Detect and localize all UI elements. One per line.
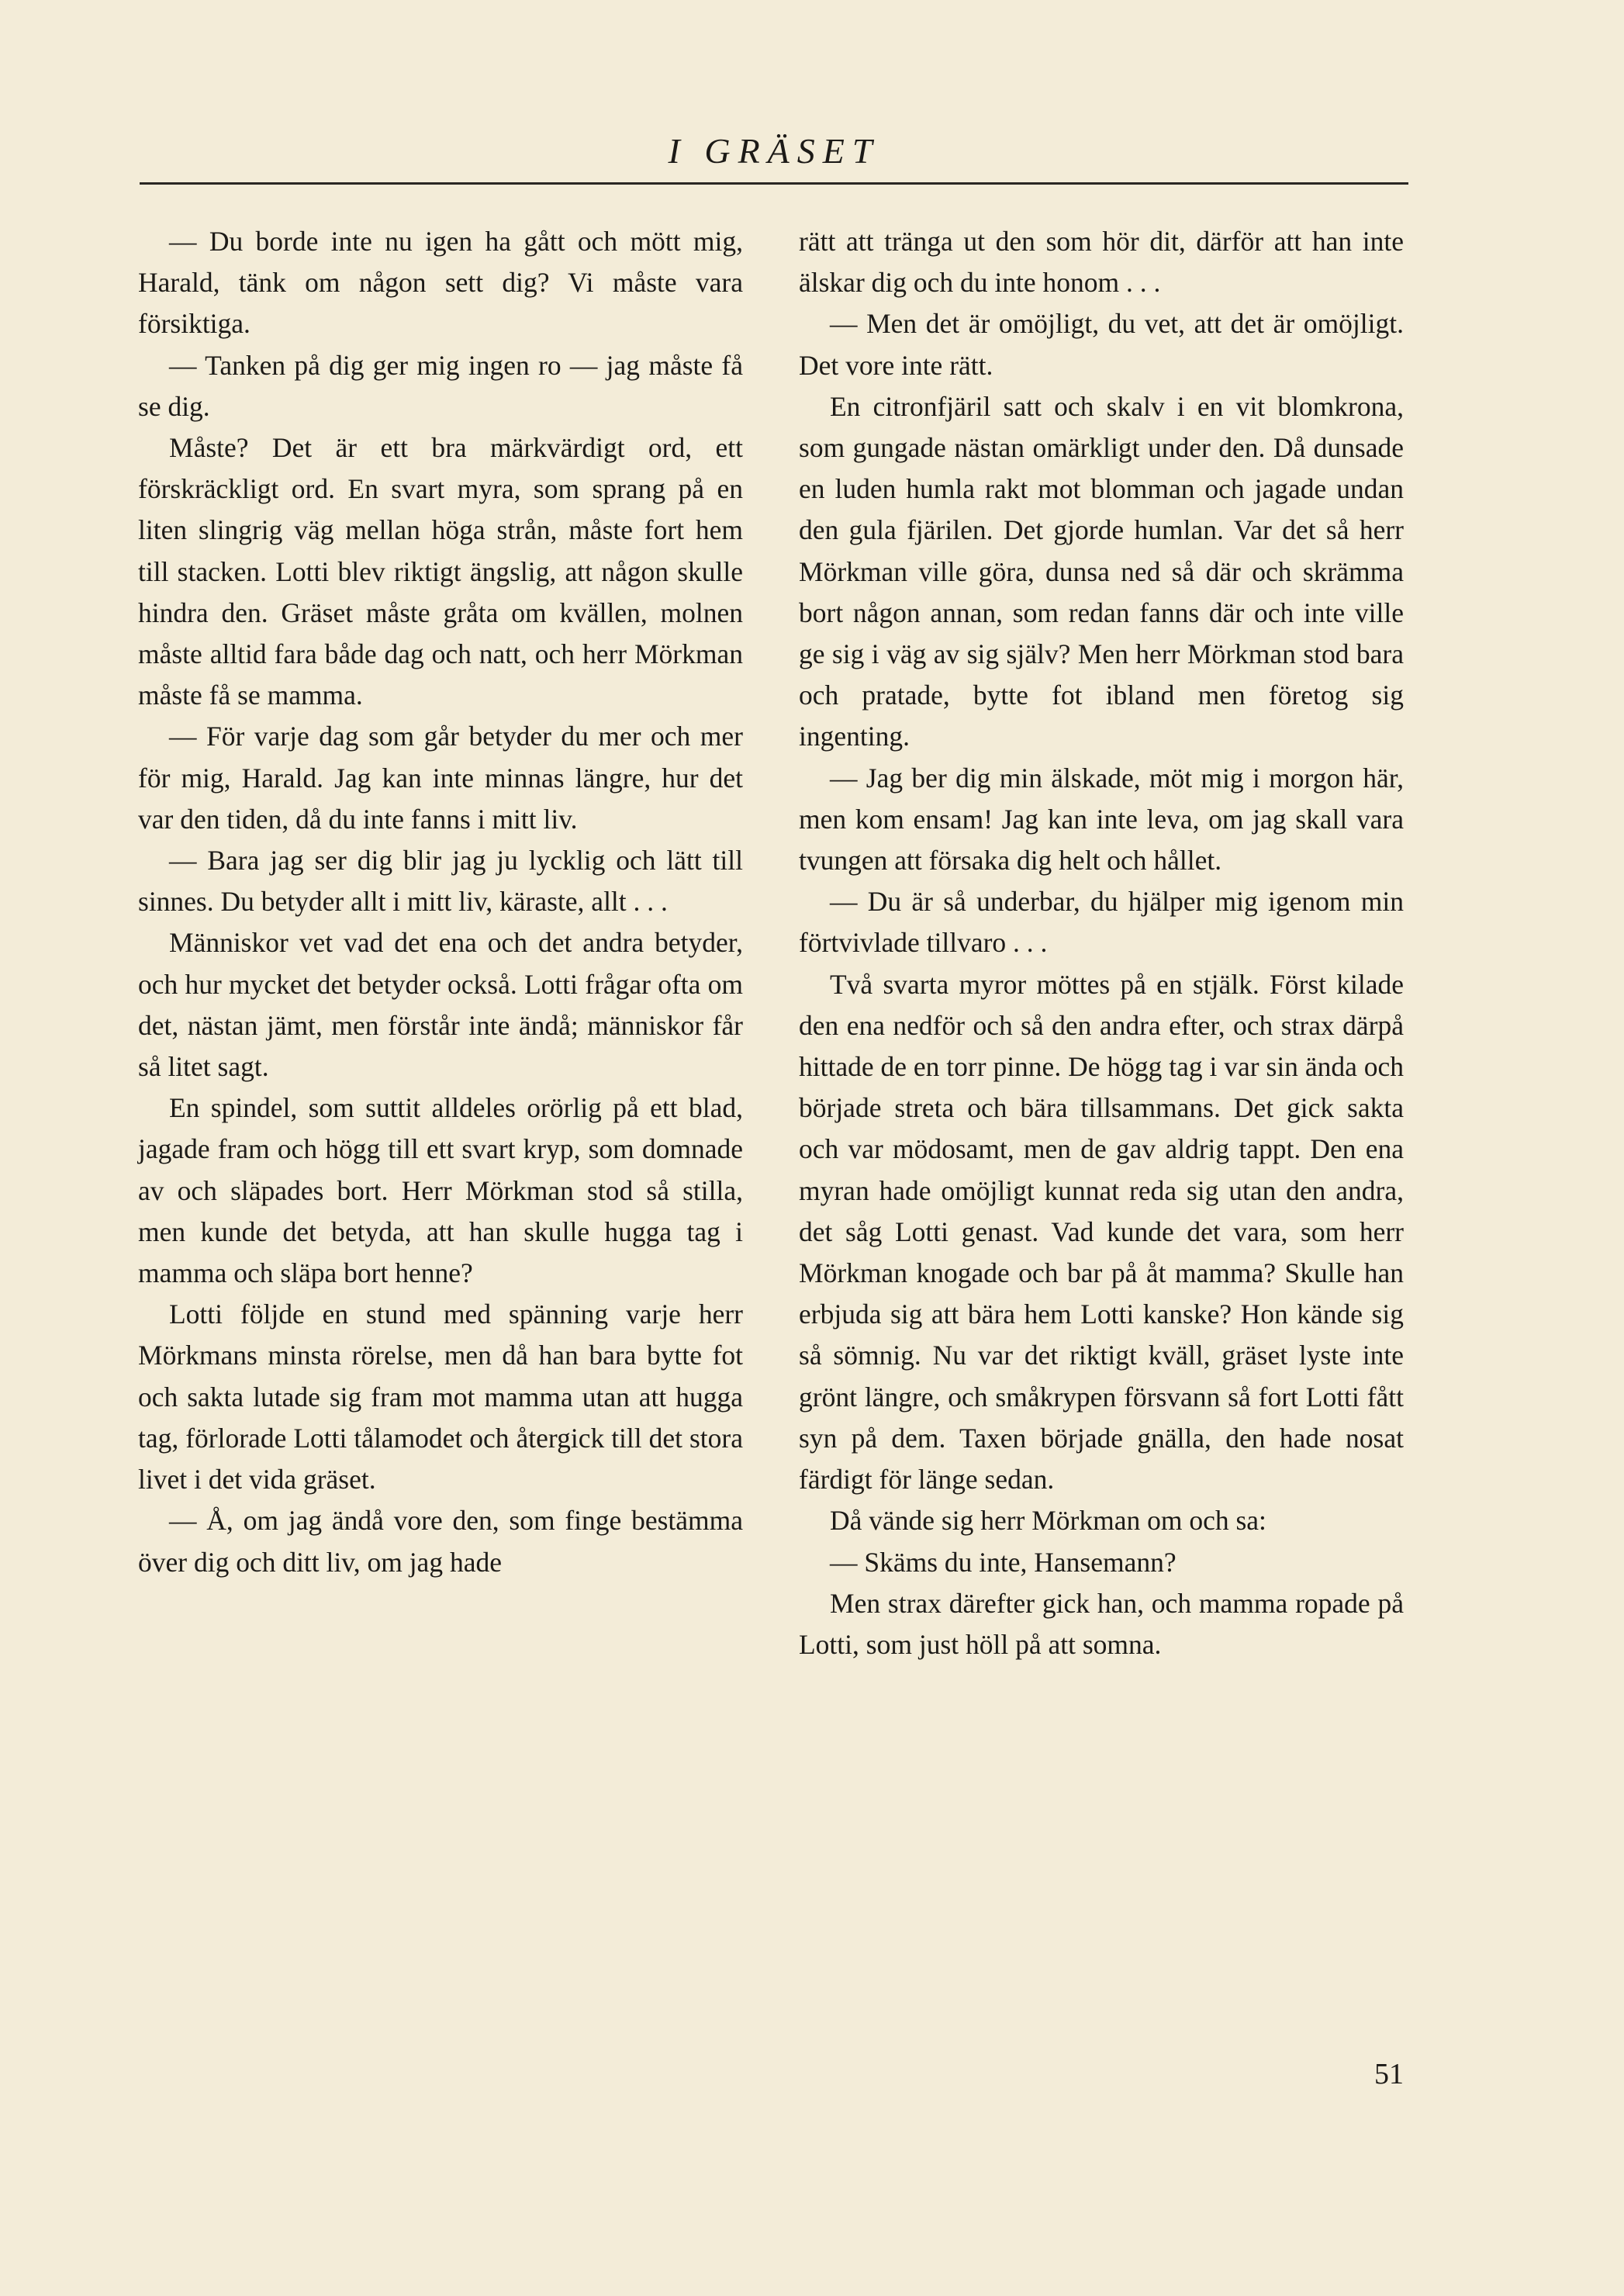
text-column-right [799, 221, 1404, 1665]
paragraph: — Bara jag ser dig blir jag ju lycklig och lätt till sinnes. Du betyder allt i mitt liv, käraste, allt . . . [138, 845, 743, 918]
paragraph: Då vände sig herr Mörkman om och sa: [830, 1505, 1266, 1537]
paragraph: Måste? Det är ett bra märkvärdigt ord, ett förskräckligt ord. En svart myra, som sprang på en liten slingrig väg mellan höga strån, måste fort hem till stacken. Lotti blev riktigt ängslig, att någon skulle hindra den. Gräset måste gråta om kvällen, molnen måste alltid fara både dag och natt, och herr Mörkman måste få se mamma. [138, 432, 743, 711]
paragraph: Två svarta myror möttes på en stjälk. Först kilade den ena nedför och så den andra efter, och strax därpå hittade de en torr pinne. De högg tag i var sin ända och började streta och bära tillsammans. Det gick sakta och var mödosamt, men de gav aldrig tappt. Den ena myran hade omöjligt kunnat reda sig utan den andra, det såg Lotti genast. Vad kunde det vara, som herr Mörkman knogade och bar på åt mamma? Skulle han erbjuda sig att bära hem Lotti kanske? Hon kände sig så sömnig. Nu var det riktigt kväll, gräset lyste inte grönt längre, och småkrypen försvann så fort Lotti fått syn på dem. Taxen började gnälla, den hade nosat färdigt för länge sedan. [799, 968, 1404, 1496]
paragraph: — Skäms du inte, Hansemann? [830, 1546, 1177, 1578]
paragraph: — Du borde inte nu igen ha gått och mött mig, Harald, tänk om någon sett dig? Vi måste vara försiktiga. [138, 226, 743, 340]
paragraph-continuation: rätt att tränga ut den som hör dit, därför att han inte älskar dig och du inte honom . . . [799, 226, 1404, 299]
paragraph: — Jag ber dig min älskade, möt mig i morgon här, men kom ensam! Jag kan inte leva, om jag skall vara tvungen att försaka dig helt och hållet. [799, 762, 1404, 877]
page-number: 51 [1374, 2058, 1404, 2090]
text-column-left [138, 221, 743, 1583]
page-title: I GRÄSET [668, 131, 880, 171]
header-rule [140, 182, 1408, 185]
paragraph: — Men det är omöjligt, du vet, att det är omöjligt. Det vore inte rätt. [799, 308, 1404, 381]
paragraph: Människor vet vad det ena och det andra betyder, och hur mycket det betyder också. Lotti frågar ofta om det, nästan jämt, men förstår inte ändå; människor får så litet sagt. [138, 927, 743, 1083]
page-header [140, 128, 1408, 182]
paragraph: — För varje dag som går betyder du mer och mer för mig, Harald. Jag kan inte minnas längre, hur det var den tiden, då du inte fanns i mitt liv. [138, 721, 743, 835]
paragraph: — Du är så underbar, du hjälper mig igenom min förtvivlade tillvaro . . . [799, 886, 1404, 959]
paragraph: — Tanken på dig ger mig ingen ro — jag måste få se dig. [138, 349, 743, 422]
paragraph: — Å, om jag ändå vore den, som finge bestämma över dig och ditt liv, om jag hade [138, 1505, 743, 1578]
paragraph: Men strax därefter gick han, och mamma ropade på Lotti, som just höll på att somna. [799, 1587, 1404, 1660]
paragraph: En citronfjäril satt och skalv i en vit blomkrona, som gungade nästan omärkligt under den. Då dunsade en luden humla rakt mot blomman och jagade undan den gula fjärilen. Det gjorde humlan. Var det så herr Mörkman ville göra, dunsa ned så där och skrämma bort någon annan, som redan fanns där och inte ville ge sig i väg av sig själv? Men herr Mörkman stod bara och pratade, bytte fot ibland men företog sig ingenting. [799, 390, 1404, 752]
paragraph: Lotti följde en stund med spänning varje herr Mörkmans minsta rörelse, men då han bara bytte fot och sakta lutade sig fram mot mamma utan att hugga tag, förlorade Lotti tålamodet och återgick till det stora livet i det vida gräset. [138, 1298, 743, 1496]
paragraph: En spindel, som suttit alldeles orörlig på ett blad, jagade fram och högg till ett svart kryp, som domnade av och släpades bort. Herr Mörkman stod så stilla, men kunde det betyda, att han skulle hugga tag i mamma och släpa bort henne? [138, 1092, 743, 1289]
